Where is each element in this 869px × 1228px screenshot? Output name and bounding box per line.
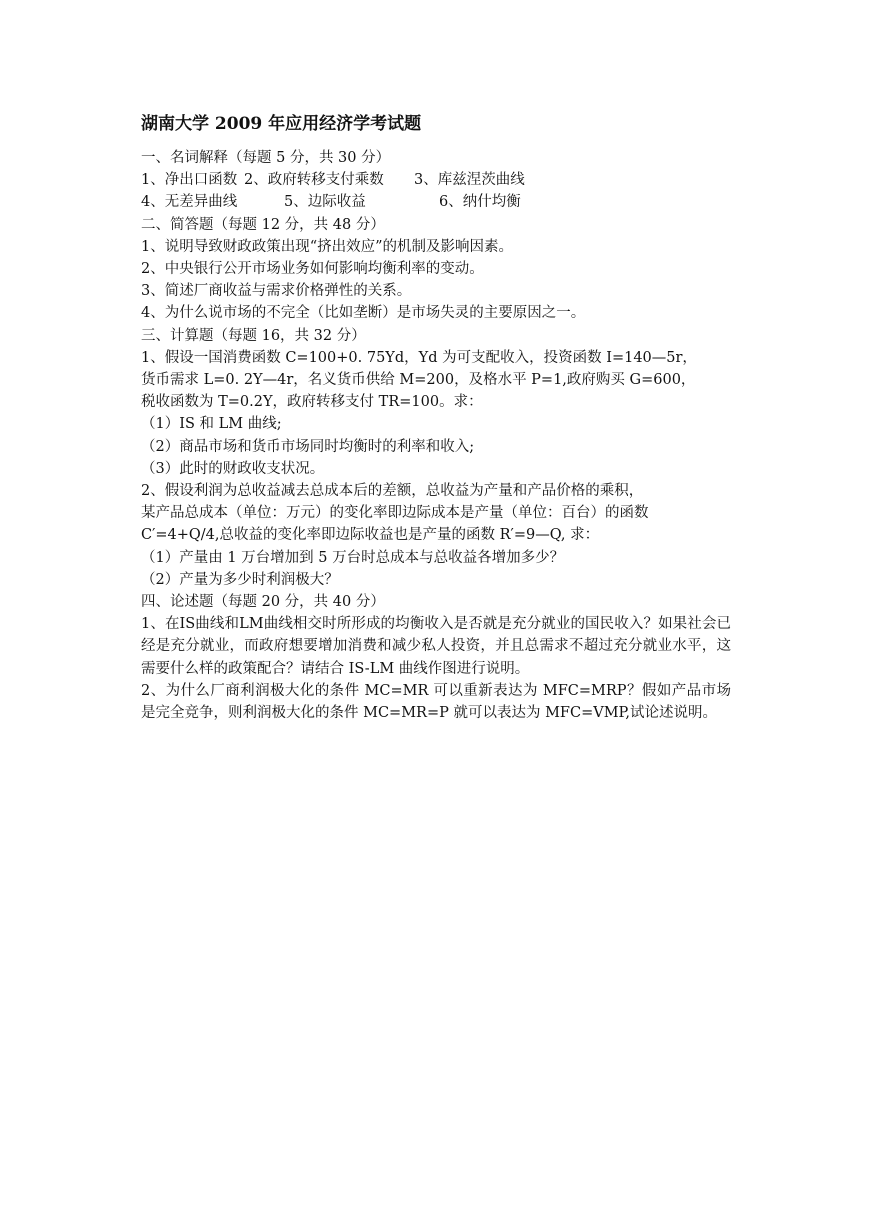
calc-1-sub-1: （1）IS 和 LM 曲线; bbox=[141, 416, 282, 433]
term-6: 6、纳什均衡 bbox=[439, 194, 521, 211]
calc-2-line-2: 某产品总成本（单位：万元）的变化率即边际成本是产量（单位：百台）的函数 bbox=[141, 505, 649, 522]
calc-2-line-3: C′=4+Q/4,总收益的变化率即边际收益也是产量的函数 R′=9—Q, 求： bbox=[141, 527, 600, 544]
short-answer-4: 4、为什么说市场的不完全（比如垄断）是市场失灵的主要原因之一。 bbox=[141, 305, 586, 322]
calc-1-line-2: 货币需求 L=0. 2Y—4r，名义货币供给 M=200，及格水平 P=1,政府购买 G=600， bbox=[141, 372, 696, 389]
calc-1-sub-2: （2）商品市场和货币市场同时均衡时的利率和收入; bbox=[141, 438, 475, 455]
exam-document bbox=[141, 113, 731, 724]
terms-row-1 bbox=[141, 169, 731, 191]
term-5: 5、边际收益 bbox=[284, 194, 366, 211]
terms-row-2 bbox=[141, 191, 731, 213]
calc-1-line-1: 1、假设一国消费函数 C=100+0. 75Yd，Yd 为可支配收入，投资函数 I=140—5r， bbox=[141, 349, 697, 366]
document-title: 湖南大学 2009 年应用经济学考试题 bbox=[141, 114, 422, 134]
essay-1: 1、在IS曲线和LM曲线相交时所形成的均衡收入是否就是充分就业的国民收入？如果社会已经是充分就业，而政府想要增加消费和减少私人投资，并且总需求不超过充分就业水平，这需要什么样的政策配合？请结合 IS-LM 曲线作图进行说明。 bbox=[141, 616, 731, 677]
section-2-heading: 二、简答题（每题 12 分，共 48 分） bbox=[141, 216, 385, 233]
term-1: 1、净出口函数 bbox=[141, 172, 238, 189]
essay-2: 2、为什么厂商利润极大化的条件 MC=MR 可以重新表达为 MFC=MRP？假如产品市场是完全竞争，则利润极大化的条件 MC=MR=P 就可以表达为 MFC=VMP,试论述说明。 bbox=[141, 682, 731, 722]
section-3-heading: 三、计算题（每题 16，共 32 分） bbox=[141, 327, 366, 344]
calc-2-sub-1: （1）产量由 1 万台增加到 5 万台时总成本与总收益各增加多少？ bbox=[141, 549, 565, 566]
calc-1-line-3: 税收函数为 T=0.2Y，政府转移支付 TR=100。求： bbox=[141, 394, 483, 411]
section-4-heading: 四、论述题（每题 20 分，共 40 分） bbox=[141, 594, 385, 611]
calc-2-line-1: 2、假设利润为总收益减去总成本后的差额，总收益为产量和产品价格的乘积， bbox=[141, 483, 644, 500]
short-answer-1: 1、说明导致财政政策出现“挤出效应”的机制及影响因素。 bbox=[141, 238, 514, 255]
calc-1-sub-3: （3）此时的财政收支状况。 bbox=[141, 460, 325, 477]
short-answer-2: 2、中央银行公开市场业务如何影响均衡利率的变动。 bbox=[141, 261, 484, 278]
short-answer-3: 3、简述厂商收益与需求价格弹性的关系。 bbox=[141, 283, 412, 300]
term-4: 4、无差异曲线 bbox=[141, 194, 238, 211]
section-1-heading: 一、名词解释（每题 5 分，共 30 分） bbox=[141, 150, 391, 166]
term-2: 2、政府转移支付乘数 bbox=[244, 172, 384, 189]
term-3: 3、库兹涅茨曲线 bbox=[414, 172, 525, 189]
calc-2-sub-2: （2）产量为多少时利润极大？ bbox=[141, 571, 339, 588]
